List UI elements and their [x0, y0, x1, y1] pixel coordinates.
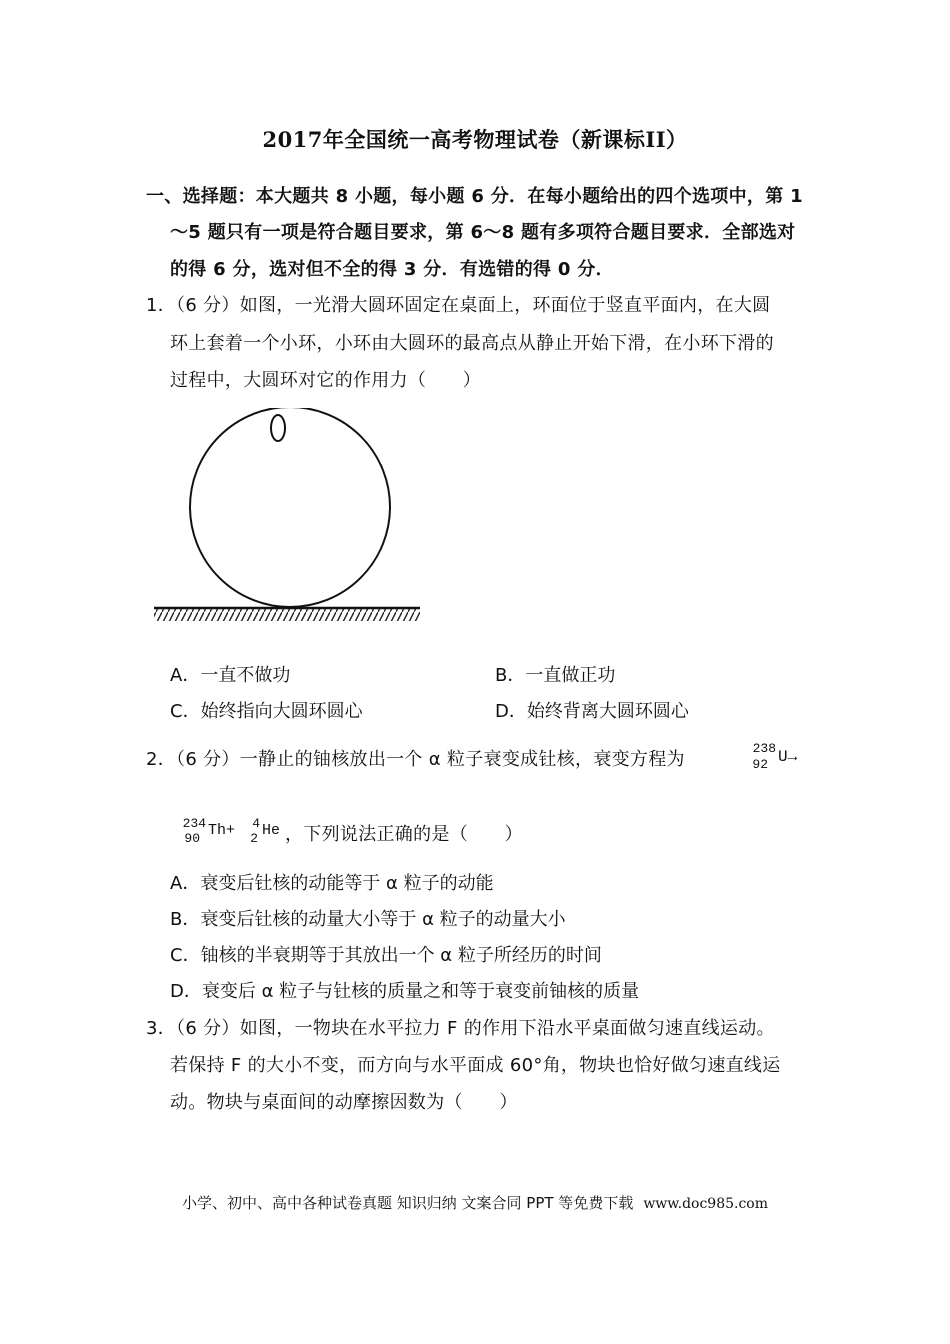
q1-stem-line-3: 过程中，大圆环对它的作用力（ ） [170, 370, 482, 391]
section-heading-line-2: ～5 题只有一项是符合题目要求，第 6～8 题有多项符合题目要求．全部选对 [170, 222, 796, 243]
section-heading-line-3: 的得 6 分，选对但不全的得 3 分．有选错的得 0 分． [170, 259, 614, 280]
q3-stem-line-3: 动。物块与桌面间的动摩擦因数为（ ） [170, 1092, 518, 1113]
u-symbol: U→ [778, 748, 798, 766]
large-ring [190, 408, 390, 607]
section-heading-line-1: 一、选择题：本大题共 8 小题，每小题 6 分．在每小题给出的四个选项中，第 1 [146, 186, 803, 207]
th-atomic-number: 90 [184, 831, 200, 846]
small-ring [271, 415, 285, 441]
q1-option-d: D．始终背离大圆环圆心 [495, 701, 689, 722]
th-symbol: Th+ [208, 822, 236, 839]
q2-option-a: A．衰变后钍核的动能等于 α 粒子的动能 [170, 873, 494, 894]
he-atomic-number: 2 [250, 831, 258, 846]
he-mass-number: 4 [252, 816, 260, 831]
q1-stem-line-2: 环上套着一个小环，小环由大圆环的最高点从静止开始下滑，在小环下滑的 [170, 333, 774, 354]
footer-text: 小学、初中、高中各种试卷真题 知识归纳 文案合同 PPT 等免费下载 [181, 1194, 634, 1212]
q2-option-b: B．衰变后钍核的动量大小等于 α 粒子的动量大小 [170, 909, 566, 930]
th-mass-number: 234 [182, 816, 206, 831]
q1-stem-line-1: 1．（6 分）如图，一光滑大圆环固定在桌面上，环面位于竖直平面内，在大圆 [146, 295, 771, 316]
q2-option-d: D．衰变后 α 粒子与钍核的质量之和等于衰变前铀核的质量 [170, 981, 640, 1002]
he-symbol: He [262, 822, 281, 839]
q1-option-a: A．一直不做功 [170, 665, 291, 686]
page-footer [0, 1192, 950, 1213]
q2-stem-line-1: 2．（6 分）一静止的铀核放出一个 α 粒子衰变成钍核，衰变方程为 [146, 749, 685, 770]
footer-url[interactable]: www.doc985.com [643, 1196, 769, 1212]
table-hatching [154, 609, 420, 621]
q1-option-b: B．一直做正功 [495, 665, 616, 686]
u-atomic-number: 92 [752, 757, 768, 772]
q2-option-c: C．铀核的半衰期等于其放出一个 α 粒子所经历的时间 [170, 945, 602, 966]
q1-ring-diagram [150, 408, 425, 630]
page-title: 2017年全国统一高考物理试卷（新课标II） [262, 127, 688, 152]
u-mass-number: 238 [752, 741, 776, 756]
q3-stem-line-1: 3．（6 分）如图，一物块在水平拉力 F 的作用下沿水平桌面做匀速直线运动。 [146, 1018, 775, 1039]
q2-stem-line-2: ，下列说法正确的是（ ） [285, 824, 523, 845]
q1-option-c: C．始终指向大圆环圆心 [170, 701, 363, 722]
q3-stem-line-2: 若保持 F 的大小不变，而方向与水平面成 60°角，物块也恰好做匀速直线运 [170, 1055, 781, 1076]
